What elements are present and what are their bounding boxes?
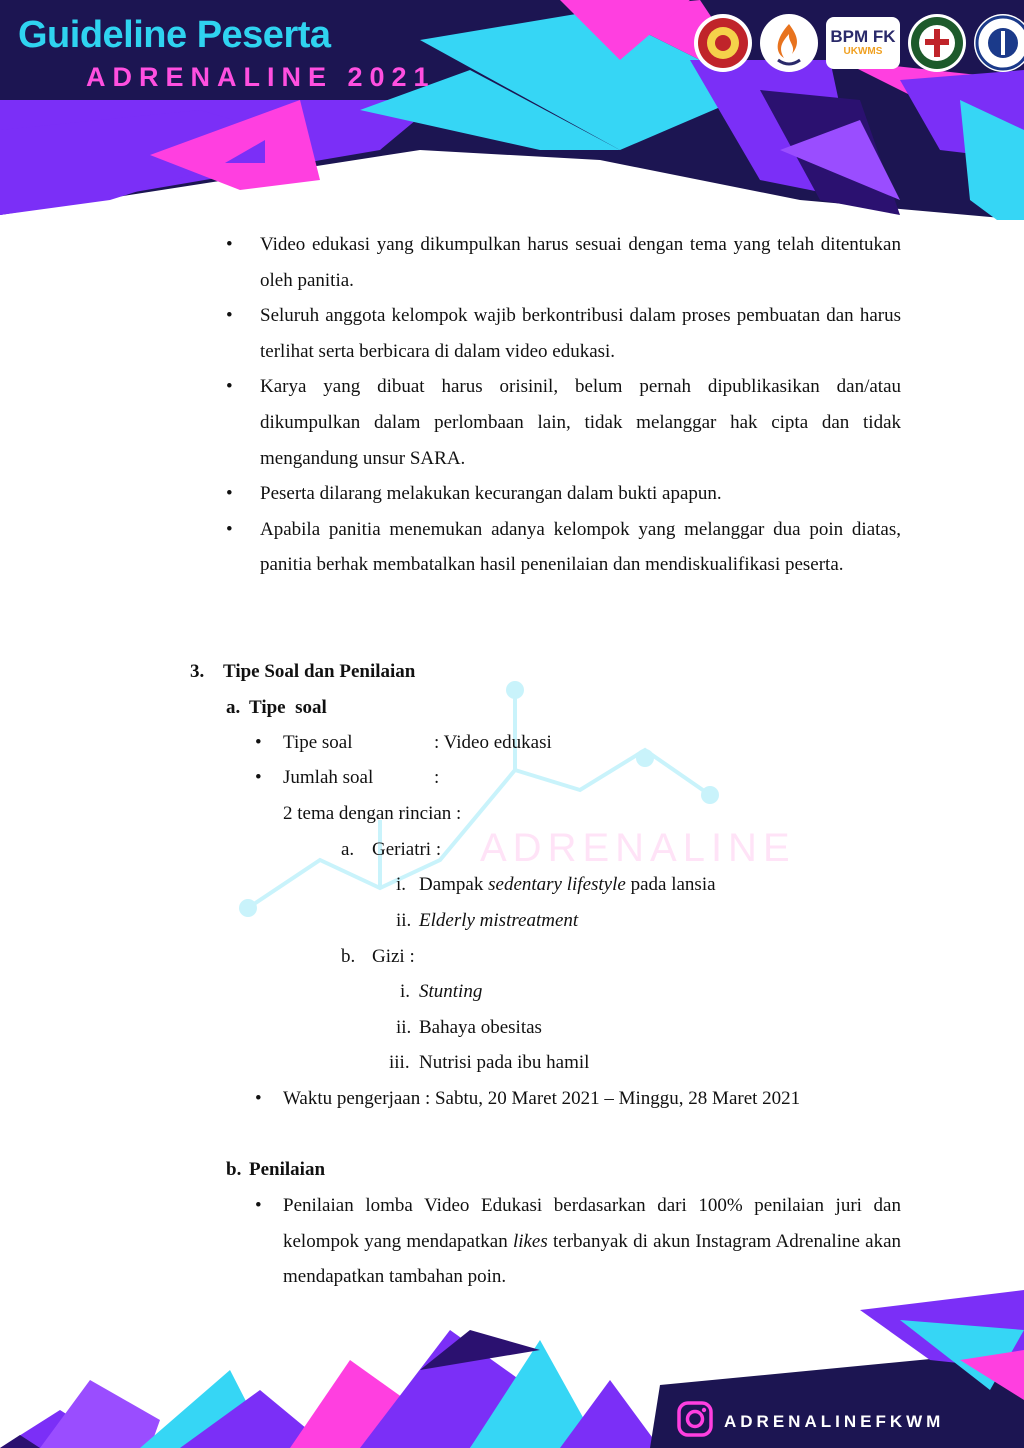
list-item: • Karya yang dibuat harus orisinil, belum pernah dipublikasikan dan/atau dikumpulkan dalam perlombaan lain, tidak melanggar hak cipta dan tidak mengandung unsur SARA. xyxy=(226,369,901,476)
theme-item xyxy=(419,974,482,1010)
list-item: • Peserta dilarang melakukan kecurangan dalam bukti apapun. xyxy=(226,476,901,512)
item-text-end: pada lansia xyxy=(625,874,716,895)
list-item: • Video edukasi yang dikumpulkan harus sesuai dengan tema yang telah ditentukan oleh panitia. xyxy=(226,227,901,298)
item-number: ii. xyxy=(396,910,412,931)
header-subtitle: ADRENALINE 2021 xyxy=(86,62,436,92)
waktu-pengerjaan: Waktu pengerjaan : Sabtu, 20 Maret 2021 – Minggu, 28 Maret 2021 xyxy=(283,1088,801,1109)
section-title: Tipe Soal dan Penilaian xyxy=(223,661,416,682)
theme-item: Bahaya obesitas xyxy=(419,1017,542,1038)
university-seal-icon xyxy=(694,14,752,72)
bullet-icon: • xyxy=(255,1195,262,1216)
bullet-icon: • xyxy=(255,767,262,788)
item-italic-text: sedentary lifestyle xyxy=(488,874,626,895)
theme-item xyxy=(419,867,716,903)
item-number: i. xyxy=(400,981,411,1002)
instagram-handle: ADRENALINEFKWM xyxy=(724,1411,945,1431)
tipe-soal-label: Tipe soal xyxy=(283,732,353,753)
item-number: i. xyxy=(396,874,407,895)
penilaian-text xyxy=(283,1188,901,1295)
jumlah-soal-label: Jumlah soal xyxy=(283,767,374,788)
bpm-logo-text: BPM FK xyxy=(830,27,896,46)
jumlah-soal-colon: : xyxy=(434,767,440,788)
theme-name: Geriatri : xyxy=(372,839,442,860)
item-number: ii. xyxy=(396,1017,412,1038)
penilaian-text-end: terbanyak di akun Instagram Adrenaline akan mendapatkan tambahan poin. xyxy=(283,1230,902,1288)
bpm-fk-logo xyxy=(826,17,900,69)
item-number: iii. xyxy=(389,1052,410,1073)
item-italic-text: Stunting xyxy=(419,981,483,1002)
penilaian-text-start: Penilaian lomba Video Edukasi berdasarkan dari 100% penilaian juri dan kelompok yang mendapatkan xyxy=(283,1195,901,1252)
list-item: • Apabila panitia menemukan adanya kelompok yang melanggar dua poin diatas, panitia berhak membatalkan hasil penenilaian dan mendiskualifikasi peserta. xyxy=(226,512,901,583)
subsection-b-title: Penilaian xyxy=(249,1159,326,1180)
jumlah-soal-detail: 2 tema dengan rincian : xyxy=(283,803,462,824)
theme-label: a. xyxy=(341,839,355,860)
subsection-a-title: Tipe soal xyxy=(249,697,327,718)
watermark-text: ADRENALINE xyxy=(480,826,796,870)
instagram-icon xyxy=(676,1400,714,1443)
instagram-footer xyxy=(676,1400,944,1443)
theme-item xyxy=(419,903,578,939)
item-text: Dampak xyxy=(419,874,489,895)
list-item: • Seluruh anggota kelompok wajib berkontribusi dalam proses pembuatan dan harus terlihat serta berbicara di dalam video edukasi. xyxy=(226,298,901,369)
medical-association-logo-icon xyxy=(974,14,1024,72)
tipe-soal-value: : Video edukasi xyxy=(434,732,552,753)
penilaian-italic: likes xyxy=(512,1230,548,1252)
item-italic-text: Elderly mistreatment xyxy=(419,910,579,931)
bullet-icon: • xyxy=(255,732,262,753)
theme-name: Gizi : xyxy=(372,946,415,967)
flame-logo-icon xyxy=(760,14,818,72)
cross-wings-logo-icon xyxy=(908,14,966,72)
header-title: Guideline Peserta xyxy=(18,14,331,56)
subsection-a-label: a. xyxy=(226,697,241,718)
theme-item: Nutrisi pada ibu hamil xyxy=(419,1052,590,1073)
theme-label: b. xyxy=(341,946,356,967)
logo-strip xyxy=(694,14,1024,72)
bpm-logo-subtext: UKWMS xyxy=(843,46,883,57)
subsection-b-label: b. xyxy=(226,1159,242,1180)
bullet-icon: • xyxy=(255,1088,262,1109)
section-number: 3. xyxy=(190,661,205,682)
rules-bullet-list xyxy=(226,227,901,583)
